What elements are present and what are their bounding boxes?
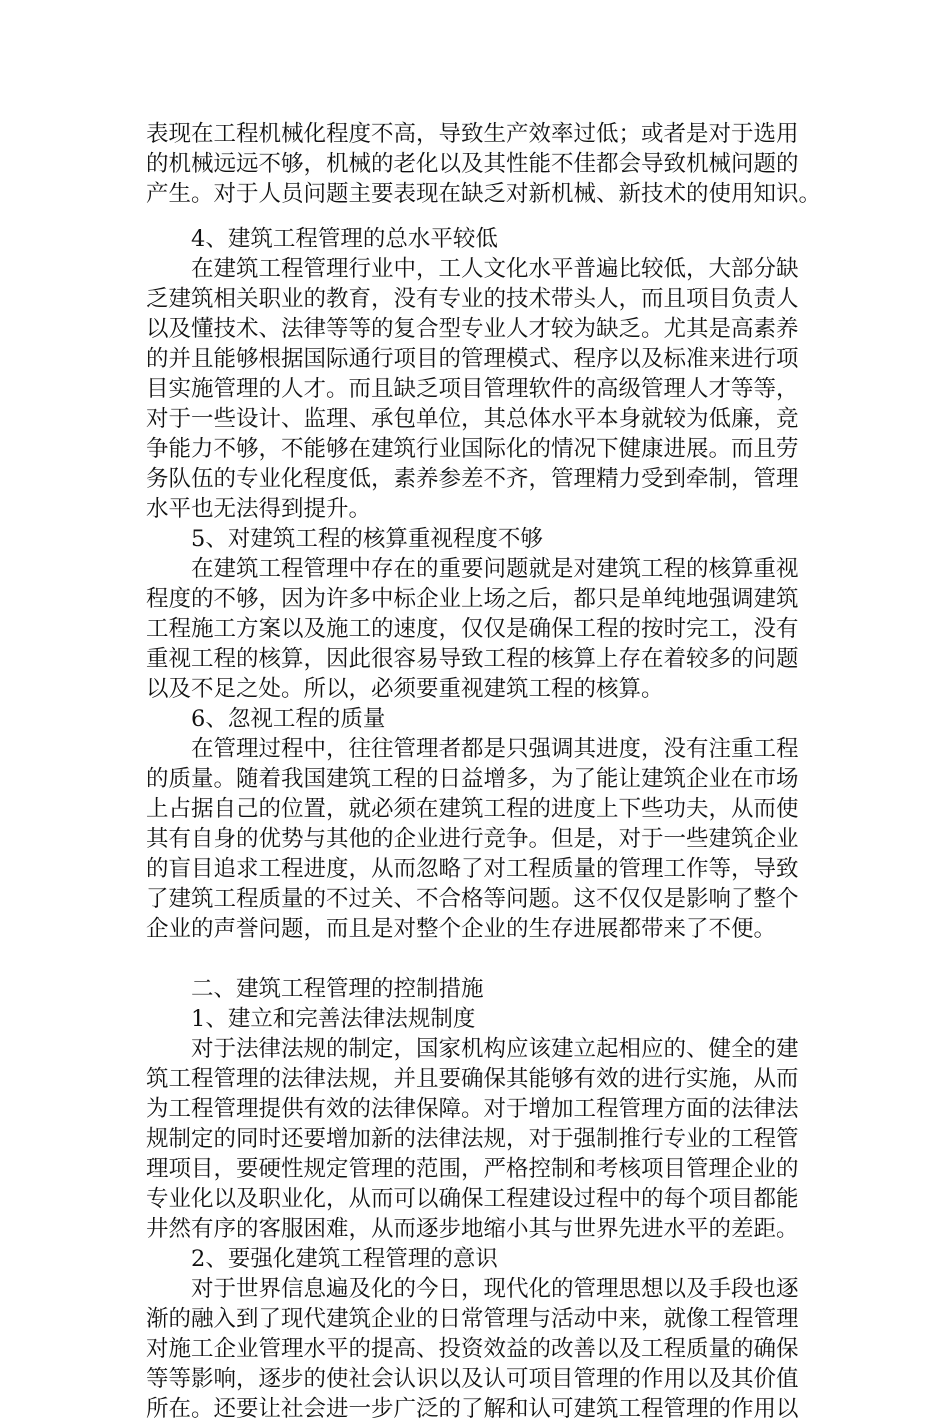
section-heading: 1、建立和完善法律法规制度 [191, 1006, 476, 1032]
paragraph-line: 对于世界信息遍及化的今日，现代化的管理思想以及手段也逐 [191, 1276, 799, 1302]
paragraph-line: 以及不足之处。所以，必须要重视建筑工程的核算。 [146, 676, 664, 702]
paragraph-line: 筑工程管理的法律法规，并且要确保其能够有效的进行实施，从而 [146, 1066, 799, 1092]
document-page [146, 119, 822, 1424]
paragraph-line: 水平也无法得到提升。 [146, 496, 372, 522]
paragraph-line: 务队伍的专业化程度低，素养参差不齐，管理精力受到牵制，管理 [146, 466, 799, 492]
paragraph [146, 1274, 806, 1424]
section-heading: 6、忽视工程的质量 [191, 706, 386, 732]
paragraph-line: 对于法律法规的制定，国家机构应该建立起相应的、健全的建 [191, 1036, 799, 1062]
paragraph-line: 对施工企业管理水平的提高、投资效益的改善以及工程质量的确保 [146, 1336, 799, 1362]
paragraph [146, 1034, 806, 1244]
paragraph-line: 的并且能够根据国际通行项目的管理模式、程序以及标准来进行项 [146, 346, 799, 372]
paragraph-line: 对于一些设计、监理、承包单位，其总体水平本身就较为低廉，竞 [146, 406, 799, 432]
paragraph [146, 254, 806, 524]
section-heading: 4、建筑工程管理的总水平较低 [191, 226, 498, 252]
paragraph [146, 119, 822, 209]
paragraph-line: 上占据自己的位置，就必须在建筑工程的进度上下些功夫，从而使 [146, 796, 799, 822]
paragraph-line: 专业化以及职业化，从而可以确保工程建设过程中的每个项目都能 [146, 1186, 799, 1212]
paragraph-line: 规制定的同时还要增加新的法律法规，对于强制推行专业的工程管 [146, 1126, 799, 1152]
paragraph-line: 产生。对于人员问题主要表现在缺乏对新机械、新技术的使用知识。 [146, 181, 822, 207]
paragraph-line: 井然有序的客服困难，从而逐步地缩小其与世界先进水平的差距。 [146, 1216, 799, 1242]
paragraph-line: 渐的融入到了现代建筑企业的日常管理与活动中来，就像工程管理 [146, 1306, 799, 1332]
paragraph-line: 的机械远远不够，机械的老化以及其性能不佳都会导致机械问题的 [146, 151, 799, 177]
paragraph-line: 以及懂技术、法律等等的复合型专业人才较为缺乏。尤其是高素养 [146, 316, 799, 342]
paragraph-line: 争能力不够，不能够在建筑行业国际化的情况下健康进展。而且劳 [146, 436, 799, 462]
paragraph-line: 理项目，要硬性规定管理的范围，严格控制和考核项目管理企业的 [146, 1156, 799, 1182]
paragraph-line: 表现在工程机械化程度不高，导致生产效率过低；或者是对于选用 [146, 121, 799, 147]
paragraph-line: 在管理过程中，往往管理者都是只强调其进度，没有注重工程 [191, 736, 799, 762]
paragraph-line: 为工程管理提供有效的法律保障。对于增加工程管理方面的法律法 [146, 1096, 799, 1122]
paragraph-line: 乏建筑相关职业的教育，没有专业的技术带头人，而且项目负责人 [146, 286, 799, 312]
section-heading: 2、要强化建筑工程管理的意识 [191, 1246, 498, 1272]
paragraph [146, 734, 806, 944]
section-heading: 二、建筑工程管理的控制措施 [191, 976, 484, 1002]
paragraph-line: 重视工程的核算，因此很容易导致工程的核算上存在着较多的问题 [146, 646, 799, 672]
paragraph-line: 等等影响，逐步的使社会认识以及认可项目管理的作用以及其价值 [146, 1366, 799, 1392]
paragraph-line: 在建筑工程管理中存在的重要问题就是对建筑工程的核算重视 [191, 556, 799, 582]
paragraph-line: 的质量。随着我国建筑工程的日益增多，为了能让建筑企业在市场 [146, 766, 799, 792]
section-heading: 5、对建筑工程的核算重视程度不够 [191, 526, 543, 552]
paragraph-line: 了建筑工程质量的不过关、不合格等问题。这不仅仅是影响了整个 [146, 886, 799, 912]
paragraph-line: 其有自身的优势与其他的企业进行竞争。但是，对于一些建筑企业 [146, 826, 799, 852]
paragraph-spacer [146, 209, 806, 224]
paragraph-line: 所在。还要让社会进一步广泛的了解和认可建筑工程管理的作用以 [146, 1396, 799, 1422]
paragraph-line: 的盲目追求工程进度，从而忽略了对工程质量的管理工作等，导致 [146, 856, 799, 882]
paragraph-line: 工程施工方案以及施工的速度，仅仅是确保工程的按时完工，没有 [146, 616, 799, 642]
paragraph-line: 目实施管理的人才。而且缺乏项目管理软件的高级管理人才等等， [146, 376, 799, 402]
paragraph-line: 企业的声誉问题，而且是对整个企业的生存进展都带来了不便。 [146, 916, 777, 942]
paragraph-line: 在建筑工程管理行业中，工人文化水平普遍比较低，大部分缺 [191, 256, 799, 282]
paragraph-line: 程度的不够，因为许多中标企业上场之后，都只是单纯地强调建筑 [146, 586, 799, 612]
paragraph [146, 554, 806, 704]
paragraph-spacer [146, 944, 806, 974]
